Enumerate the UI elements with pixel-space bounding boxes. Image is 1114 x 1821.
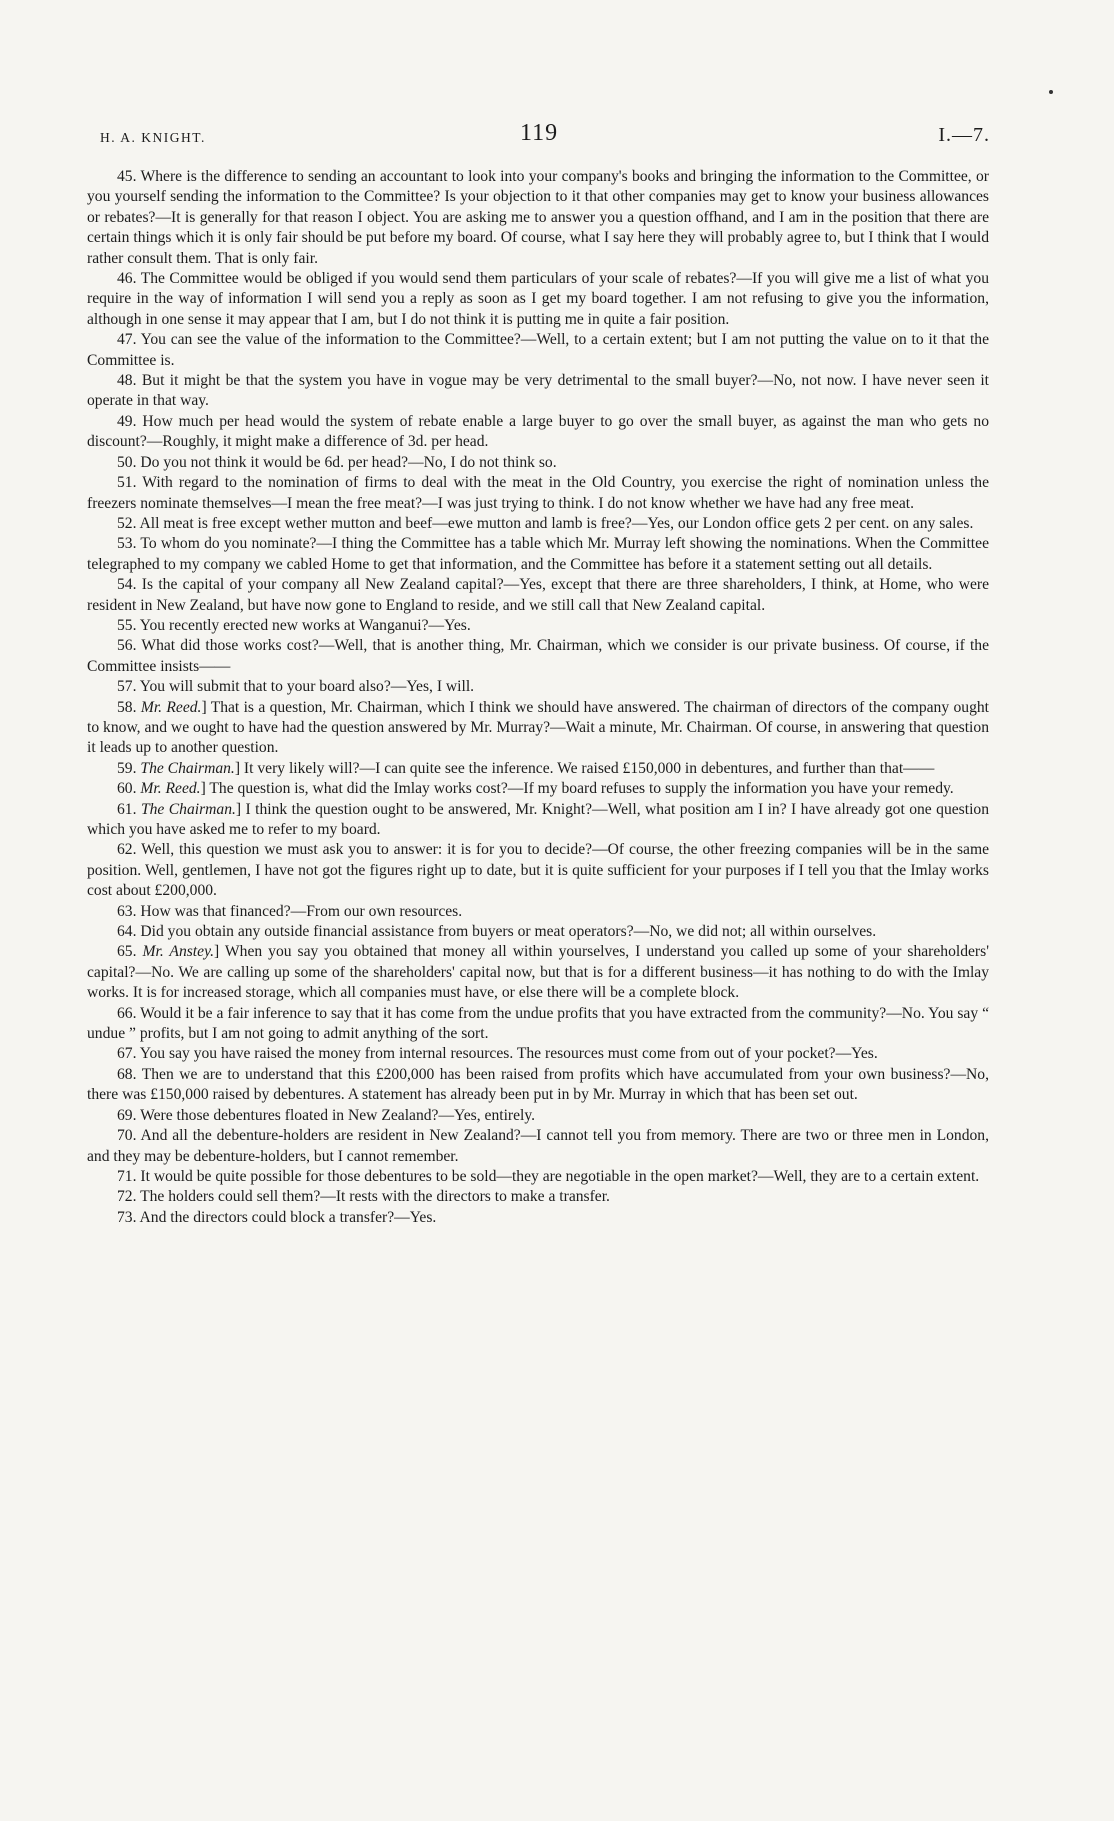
question-paragraph xyxy=(87,616,989,636)
question-paragraph xyxy=(87,575,989,616)
paragraph-text: ] It very likely will?—I can quite see the inference. We raised £150,000 in debentures, and further than that—— xyxy=(234,759,935,777)
paragraph-text: 50. Do you not think it would be 6d. per head?—No, I do not think so. xyxy=(117,453,557,471)
question-paragraph xyxy=(87,514,989,534)
paragraph-text: 70. And all the debenture-holders are resident in New Zealand?—I cannot tell you from memory. There are two or three men in London, and they may be debenture-holders, but I cannot remember. xyxy=(87,1127,989,1165)
paragraph-text: ] That is a question, Mr. Chairman, which I think we should have answered. The chairman of directors of the company ought to know, and we ought to have had the question answered by Mr. Murray?—Wait a minute, Mr. Chairman. Of course, in answering that question it leads up to another question. xyxy=(87,698,989,757)
question-paragraph xyxy=(87,453,989,473)
paragraph-text: 69. Were those debentures floated in New Zealand?—Yes, entirely. xyxy=(117,1106,536,1124)
question-paragraph xyxy=(87,800,989,841)
paragraph-text: 57. You will submit that to your board also?—Yes, I will. xyxy=(117,678,475,696)
paragraph-text: 62. Well, this question we must ask you to answer: it is for you to decide?—Of course, the other freezing companies will be in the same position. Well, gentlemen, I have not got the figures right up to date, but it is quite sufficient for your purposes if I tell you that the Imlay works cost about £200,000. xyxy=(87,841,989,900)
speaker-name: Mr. Anstey. xyxy=(142,943,215,961)
paragraph-text: 67. You say you have raised the money from internal resources. The resources must come from out of your pocket?—Yes. xyxy=(117,1045,878,1063)
question-paragraph xyxy=(87,1126,989,1167)
paragraph-text: 49. How much per head would the system of rebate enable a large buyer to go over the small buyer, as against the man who gets no discount?—Roughly, it might make a difference of 3d. per head. xyxy=(87,412,989,451)
paragraph-text: 68. Then we are to understand that this £200,000 has been raised from profits which have accumulated from your own business?—No, there was £150,000 raised by debentures. A statement has already been put in by Mr. Murray in which that has been set out. xyxy=(87,1065,989,1104)
question-paragraph xyxy=(87,636,989,677)
question-paragraph xyxy=(87,1187,989,1207)
paragraph-text: 47. You can see the value of the information to the Committee?—Well, to a certain extent; but I am not putting the value on to it that the Committee is. xyxy=(87,331,989,369)
paragraph-text: 45. Where is the difference to sending an accountant to look into your company's books and bringing the information to the Committee, or you yourself sending the information to the Committee? Is your objection to it that other companies may get to know your business allowances or rebates?—It is generally for that reason I object. You are asking me to answer you a question offhand, and I am in the position that there are certain things which it is only fair should be put before my board. Of course, what I say here they will probably agree to, but I think that I would rather consult them. That is only fair. xyxy=(87,168,989,267)
paragraph-text: 56. What did those works cost?—Well, that is another thing, Mr. Chairman, which we consider is our private business. Of course, if the Committee insists—— xyxy=(87,637,989,675)
paragraph-text: ] When you say you obtained that money all within yourselves, I understand you called up some of your shareholders' capital?—No. We are calling up some of the shareholders' capital now, but that is for a different business—it has nothing to do with the Imlay works. It is for increased storage, which all companies must have, or else there will be a complete block. xyxy=(87,943,990,1002)
speaker-name: The Chairman. xyxy=(140,759,235,777)
question-paragraph xyxy=(87,167,989,269)
paper-reference: I.—7. xyxy=(938,124,990,146)
paragraph-text: 72. The holders could sell them?—It rests with the directors to make a transfer. xyxy=(117,1188,610,1206)
paragraph-text: 46. The Committee would be obliged if you would send them particulars of your scale of rebates?—If you will give me a list of what you require in the way of information I will send you a reply as soon as I get my board together. I am not refusing to give you the information, although in one sense it may appear that I am, but I do not think it is putting me in quite a fair position. xyxy=(87,270,989,328)
question-paragraph xyxy=(87,1106,989,1126)
evidence-text xyxy=(87,167,989,1228)
paragraph-text: 53. To whom do you nominate?—I thing the Committee has a table which Mr. Murray left showing the nominations. When the Committee telegraphed to my company we cabled Home to get that information, and the Committee has before it a statement setting out all details. xyxy=(87,535,989,573)
page-header xyxy=(100,120,990,154)
question-paragraph xyxy=(87,1167,989,1187)
paragraph-text: 63. How was that financed?—From our own resources. xyxy=(117,902,463,920)
paragraph-text: 51. With regard to the nomination of firms to deal with the meat in the Old Country, you exercise the right of nomination unless the freezers nominate themselves—I mean the free meat?—I was just trying to think. I do not know whether we have had any free meat. xyxy=(87,474,989,512)
question-number: 59. xyxy=(117,759,141,777)
question-paragraph xyxy=(87,371,989,412)
question-paragraph xyxy=(87,269,989,330)
question-paragraph xyxy=(87,412,989,453)
question-paragraph xyxy=(87,759,989,779)
question-paragraph xyxy=(87,840,989,901)
scan-speck xyxy=(1049,90,1053,94)
question-paragraph xyxy=(87,1208,989,1228)
speaker-name: Mr. Reed. xyxy=(140,698,202,716)
question-paragraph xyxy=(87,473,989,514)
page-number: 119 xyxy=(520,120,559,146)
paragraph-text: 54. Is the capital of your company all New Zealand capital?—Yes, except that there are three shareholders, I think, at Home, who were resident in New Zealand, but have now gone to England to reside, and we still call that New Zealand capital. xyxy=(87,576,989,614)
question-number: 58. xyxy=(117,698,141,716)
question-number: 60. xyxy=(117,780,141,798)
paragraph-text: 52. All meat is free except wether mutton and beef—ewe mutton and lamb is free?—Yes, our London office gets 2 per cent. on any sales. xyxy=(117,514,974,532)
question-paragraph xyxy=(87,922,989,942)
paragraph-text: 71. It would be quite possible for those debentures to be sold—they are negotiable in the open market?—Well, they are to a certain extent. xyxy=(117,1167,980,1185)
paragraph-text: 64. Did you obtain any outside financial assistance from buyers or meat operators?—No, we did not; all within ourselves. xyxy=(117,923,877,941)
paragraph-text: ] The question is, what did the Imlay works cost?—If my board refuses to supply the information you have your remedy. xyxy=(200,780,954,798)
question-paragraph xyxy=(87,1044,989,1064)
paragraph-text: 73. And the directors could block a transfer?—Yes. xyxy=(117,1208,437,1226)
paragraph-text: 48. But it might be that the system you have in vogue may be very detrimental to the small buyer?—No, not now. I have never seen it operate in that way. xyxy=(87,372,989,410)
question-paragraph xyxy=(87,902,989,922)
question-paragraph xyxy=(87,698,989,759)
paragraph-text: 55. You recently erected new works at Wanganui?—Yes. xyxy=(117,616,471,634)
question-paragraph xyxy=(87,677,989,697)
question-paragraph xyxy=(87,330,989,371)
question-paragraph xyxy=(87,942,989,1003)
question-paragraph xyxy=(87,779,989,799)
paragraph-text: 66. Would it be a fair inference to say that it has come from the undue profits that you have extracted from the community?—No. You say “ undue ” profits, but I am not going to admit anything of the sort. xyxy=(87,1004,989,1043)
speaker-name: Mr. Reed. xyxy=(140,780,201,798)
question-paragraph xyxy=(87,534,989,575)
question-paragraph xyxy=(87,1065,989,1106)
question-number: 65. xyxy=(117,943,143,961)
witness-name: H. A. KNIGHT. xyxy=(100,130,206,145)
question-number: 61. xyxy=(117,800,141,818)
question-paragraph xyxy=(87,1004,989,1045)
speaker-name: The Chairman. xyxy=(140,800,236,818)
paragraph-text: ] I think the question ought to be answered, Mr. Knight?—Well, what position am I in? I have already got one question which you have asked me to refer to my board. xyxy=(87,800,990,838)
